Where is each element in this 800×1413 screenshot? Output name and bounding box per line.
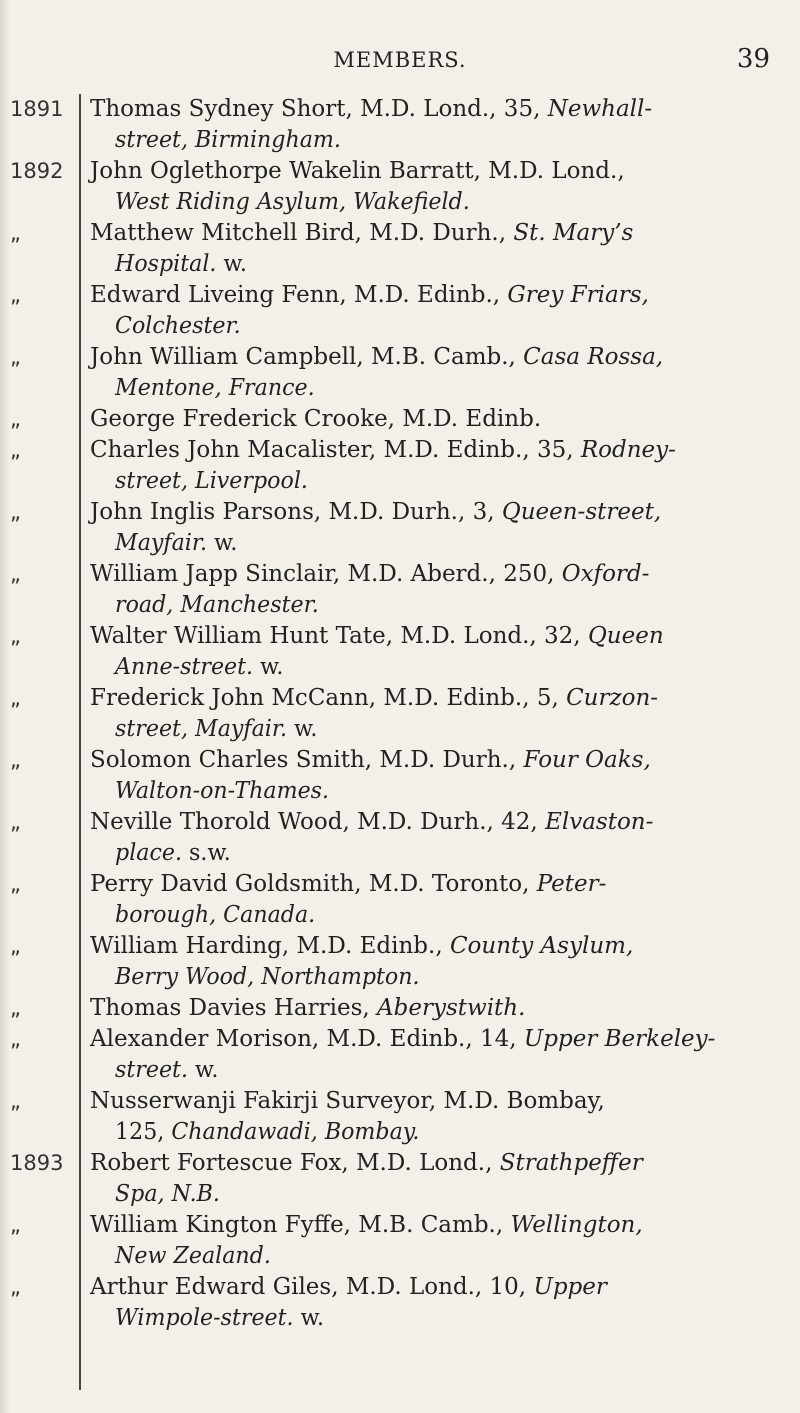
- election-year: „: [10, 283, 21, 307]
- member-address-line: [90, 962, 756, 993]
- member-address-line: [90, 1055, 756, 1086]
- member-name-line: [90, 683, 782, 714]
- member-address-line: [90, 1117, 756, 1148]
- member-address-line: [90, 249, 756, 280]
- member-name-line: [90, 1210, 782, 1241]
- election-year: „: [10, 1027, 21, 1051]
- member-entry: [0, 1086, 800, 1148]
- election-year: „: [10, 1275, 21, 1299]
- member-entry: [0, 683, 800, 745]
- member-text: [90, 683, 782, 745]
- name-text: Thomas Davies Harries,: [90, 995, 378, 1021]
- member-entry: [0, 559, 800, 621]
- name-text: William Kington Fyffe, M.B. Camb.,: [90, 1212, 511, 1238]
- member-text: [90, 807, 782, 869]
- member-entry: [0, 497, 800, 559]
- member-entry: [0, 1210, 800, 1272]
- member-address-line: [90, 838, 756, 869]
- member-list: [0, 94, 800, 1334]
- member-text: [90, 404, 782, 435]
- address-text: Mentone, France.: [115, 375, 315, 401]
- name-text: William Japp Sinclair, M.D. Aberd., 250,: [90, 561, 562, 587]
- election-year: „: [10, 1089, 21, 1113]
- election-year: „: [10, 1213, 21, 1237]
- name-text: 125,: [115, 1119, 172, 1145]
- member-text: [90, 94, 782, 156]
- member-text: [90, 869, 782, 931]
- member-name-line: [90, 280, 782, 311]
- member-address-line: [90, 652, 756, 683]
- member-name-line: [90, 156, 782, 187]
- name-text: Perry David Goldsmith, M.D. Toronto,: [90, 871, 537, 897]
- member-entry: [0, 869, 800, 931]
- election-year: 1892: [10, 159, 64, 183]
- address-text: street, Birmingham.: [115, 127, 341, 153]
- member-name-line: [90, 993, 782, 1024]
- member-entry: [0, 621, 800, 683]
- address-text: borough, Canada.: [115, 902, 316, 928]
- name-text: George Frederick Crooke, M.D. Edinb.: [90, 406, 542, 432]
- member-text: [90, 559, 782, 621]
- member-address-line: [90, 125, 756, 156]
- member-name-line: [90, 621, 782, 652]
- member-name-line: [90, 1272, 782, 1303]
- member-entry: [0, 156, 800, 218]
- address-text: Wellington,: [510, 1212, 643, 1238]
- name-text: Neville Thorold Wood, M.D. Durh., 42,: [90, 809, 546, 835]
- member-entry: [0, 1024, 800, 1086]
- address-text: Wimpole-street.: [115, 1305, 294, 1331]
- name-text: Edward Liveing Fenn, M.D. Edinb.,: [90, 282, 508, 308]
- member-text: [90, 497, 782, 559]
- address-text: Rodney-: [580, 437, 676, 463]
- address-text: Aberystwith.: [377, 995, 526, 1021]
- address-text: St. Mary’s: [513, 220, 634, 246]
- address-text: Hospital.: [115, 251, 217, 277]
- address-text: road, Manchester.: [115, 592, 319, 618]
- address-text: Peter-: [536, 871, 607, 897]
- address-text: Anne-street.: [115, 654, 254, 680]
- member-text: [90, 931, 782, 993]
- election-year: „: [10, 221, 21, 245]
- address-text: Upper: [533, 1274, 607, 1300]
- member-name-line: [90, 869, 782, 900]
- address-text: Colchester.: [115, 313, 241, 339]
- address-text: County Asylum,: [449, 933, 634, 959]
- address-text: Queen-street,: [501, 499, 662, 525]
- address-text: Casa Rossa,: [523, 344, 664, 370]
- member-text: [90, 993, 782, 1024]
- member-address-line: [90, 311, 756, 342]
- address-text: Chandawadi, Bombay.: [171, 1119, 420, 1145]
- member-entry: [0, 435, 800, 497]
- name-text: Nusserwanji Fakirji Surveyor, M.D. Bombay,: [90, 1088, 605, 1114]
- address-text: Newhall-: [547, 96, 653, 122]
- election-year: „: [10, 810, 21, 834]
- member-name-line: [90, 1024, 782, 1055]
- name-text: Robert Fortescue Fox, M.D. Lond.,: [90, 1150, 500, 1176]
- name-text: Solomon Charles Smith, M.D. Durh.,: [90, 747, 524, 773]
- election-year: „: [10, 500, 21, 524]
- member-text: [90, 745, 782, 807]
- name-text: Frederick John McCann, M.D. Edinb., 5,: [90, 685, 567, 711]
- member-entry: [0, 1272, 800, 1334]
- election-year: „: [10, 872, 21, 896]
- election-year: „: [10, 686, 21, 710]
- member-address-line: [90, 1179, 756, 1210]
- member-name-line: [90, 1086, 782, 1117]
- member-text: [90, 435, 782, 497]
- election-year: „: [10, 748, 21, 772]
- member-name-line: [90, 807, 782, 838]
- member-address-line: [90, 1303, 756, 1334]
- address-text: place.: [115, 840, 183, 866]
- member-entry: [0, 342, 800, 404]
- member-entry: [0, 1148, 800, 1210]
- name-text: Charles John Macalister, M.D. Edinb., 35,: [90, 437, 581, 463]
- member-address-line: [90, 590, 756, 621]
- member-entry: [0, 404, 800, 435]
- name-text: John William Campbell, M.B. Camb.,: [90, 344, 524, 370]
- name-text: Walter William Hunt Tate, M.D. Lond., 32,: [90, 623, 588, 649]
- member-name-line: [90, 1148, 782, 1179]
- name-text: w.: [188, 1057, 219, 1083]
- member-text: [90, 1148, 782, 1210]
- address-text: street.: [115, 1057, 189, 1083]
- address-text: Elvaston-: [545, 809, 654, 835]
- election-year: „: [10, 934, 21, 958]
- name-text: John Inglis Parsons, M.D. Durh., 3,: [90, 499, 502, 525]
- member-entry: [0, 745, 800, 807]
- member-address-line: [90, 373, 756, 404]
- election-year: „: [10, 438, 21, 462]
- address-text: Berry Wood, Northampton.: [115, 964, 420, 990]
- name-text: w.: [207, 530, 238, 556]
- member-entry: [0, 931, 800, 993]
- member-text: [90, 218, 782, 280]
- member-entry: [0, 280, 800, 342]
- member-text: [90, 1210, 782, 1272]
- name-text: w.: [216, 251, 247, 277]
- name-text: w.: [293, 1305, 324, 1331]
- address-text: New Zealand.: [115, 1243, 271, 1269]
- address-text: Spa, N.B.: [115, 1181, 220, 1207]
- address-text: Oxford-: [561, 561, 650, 587]
- name-text: William Harding, M.D. Edinb.,: [90, 933, 450, 959]
- page-number: 39: [736, 44, 770, 74]
- name-text: John Oglethorpe Wakelin Barratt, M.D. Lond.,: [90, 158, 625, 184]
- member-entry: [0, 993, 800, 1024]
- member-text: [90, 342, 782, 404]
- member-address-line: [90, 187, 756, 218]
- member-name-line: [90, 435, 782, 466]
- election-year: „: [10, 996, 21, 1020]
- name-text: Arthur Edward Giles, M.D. Lond., 10,: [90, 1274, 534, 1300]
- member-entry: [0, 94, 800, 156]
- name-text: Thomas Sydney Short, M.D. Lond., 35,: [90, 96, 548, 122]
- member-text: [90, 1272, 782, 1334]
- election-year: 1891: [10, 97, 64, 121]
- address-text: Curzon-: [566, 685, 659, 711]
- member-name-line: [90, 94, 782, 125]
- name-text: Matthew Mitchell Bird, M.D. Durh.,: [90, 220, 514, 246]
- address-text: Walton-on-Thames.: [115, 778, 330, 804]
- member-entry: [0, 807, 800, 869]
- address-text: Four Oaks,: [523, 747, 651, 773]
- member-name-line: [90, 559, 782, 590]
- address-text: Mayfair.: [115, 530, 208, 556]
- member-text: [90, 156, 782, 218]
- member-text: [90, 1024, 782, 1086]
- address-text: street, Mayfair.: [115, 716, 288, 742]
- member-address-line: [90, 776, 756, 807]
- member-name-line: [90, 404, 782, 435]
- member-entry: [0, 218, 800, 280]
- address-text: street, Liverpool.: [115, 468, 308, 494]
- member-name-line: [90, 218, 782, 249]
- election-year: „: [10, 407, 21, 431]
- page-header: [0, 44, 800, 88]
- name-text: w.: [287, 716, 318, 742]
- address-text: West Riding Asylum, Wakefield.: [115, 189, 470, 215]
- member-address-line: [90, 900, 756, 931]
- member-address-line: [90, 466, 756, 497]
- address-text: Queen: [587, 623, 664, 649]
- member-name-line: [90, 745, 782, 776]
- member-address-line: [90, 1241, 756, 1272]
- name-text: s.w.: [182, 840, 231, 866]
- election-year: „: [10, 562, 21, 586]
- running-head: MEMBERS.: [333, 48, 467, 72]
- name-text: Alexander Morison, M.D. Edinb., 14,: [90, 1026, 524, 1052]
- member-text: [90, 1086, 782, 1148]
- member-name-line: [90, 497, 782, 528]
- address-text: Strathpeffer: [499, 1150, 643, 1176]
- member-address-line: [90, 528, 756, 559]
- member-name-line: [90, 342, 782, 373]
- member-address-line: [90, 714, 756, 745]
- election-year: „: [10, 624, 21, 648]
- election-year: „: [10, 345, 21, 369]
- election-year: 1893: [10, 1151, 64, 1175]
- member-text: [90, 280, 782, 342]
- member-text: [90, 621, 782, 683]
- name-text: w.: [253, 654, 284, 680]
- address-text: Upper Berkeley-: [523, 1026, 716, 1052]
- address-text: Grey Friars,: [507, 282, 649, 308]
- member-name-line: [90, 931, 782, 962]
